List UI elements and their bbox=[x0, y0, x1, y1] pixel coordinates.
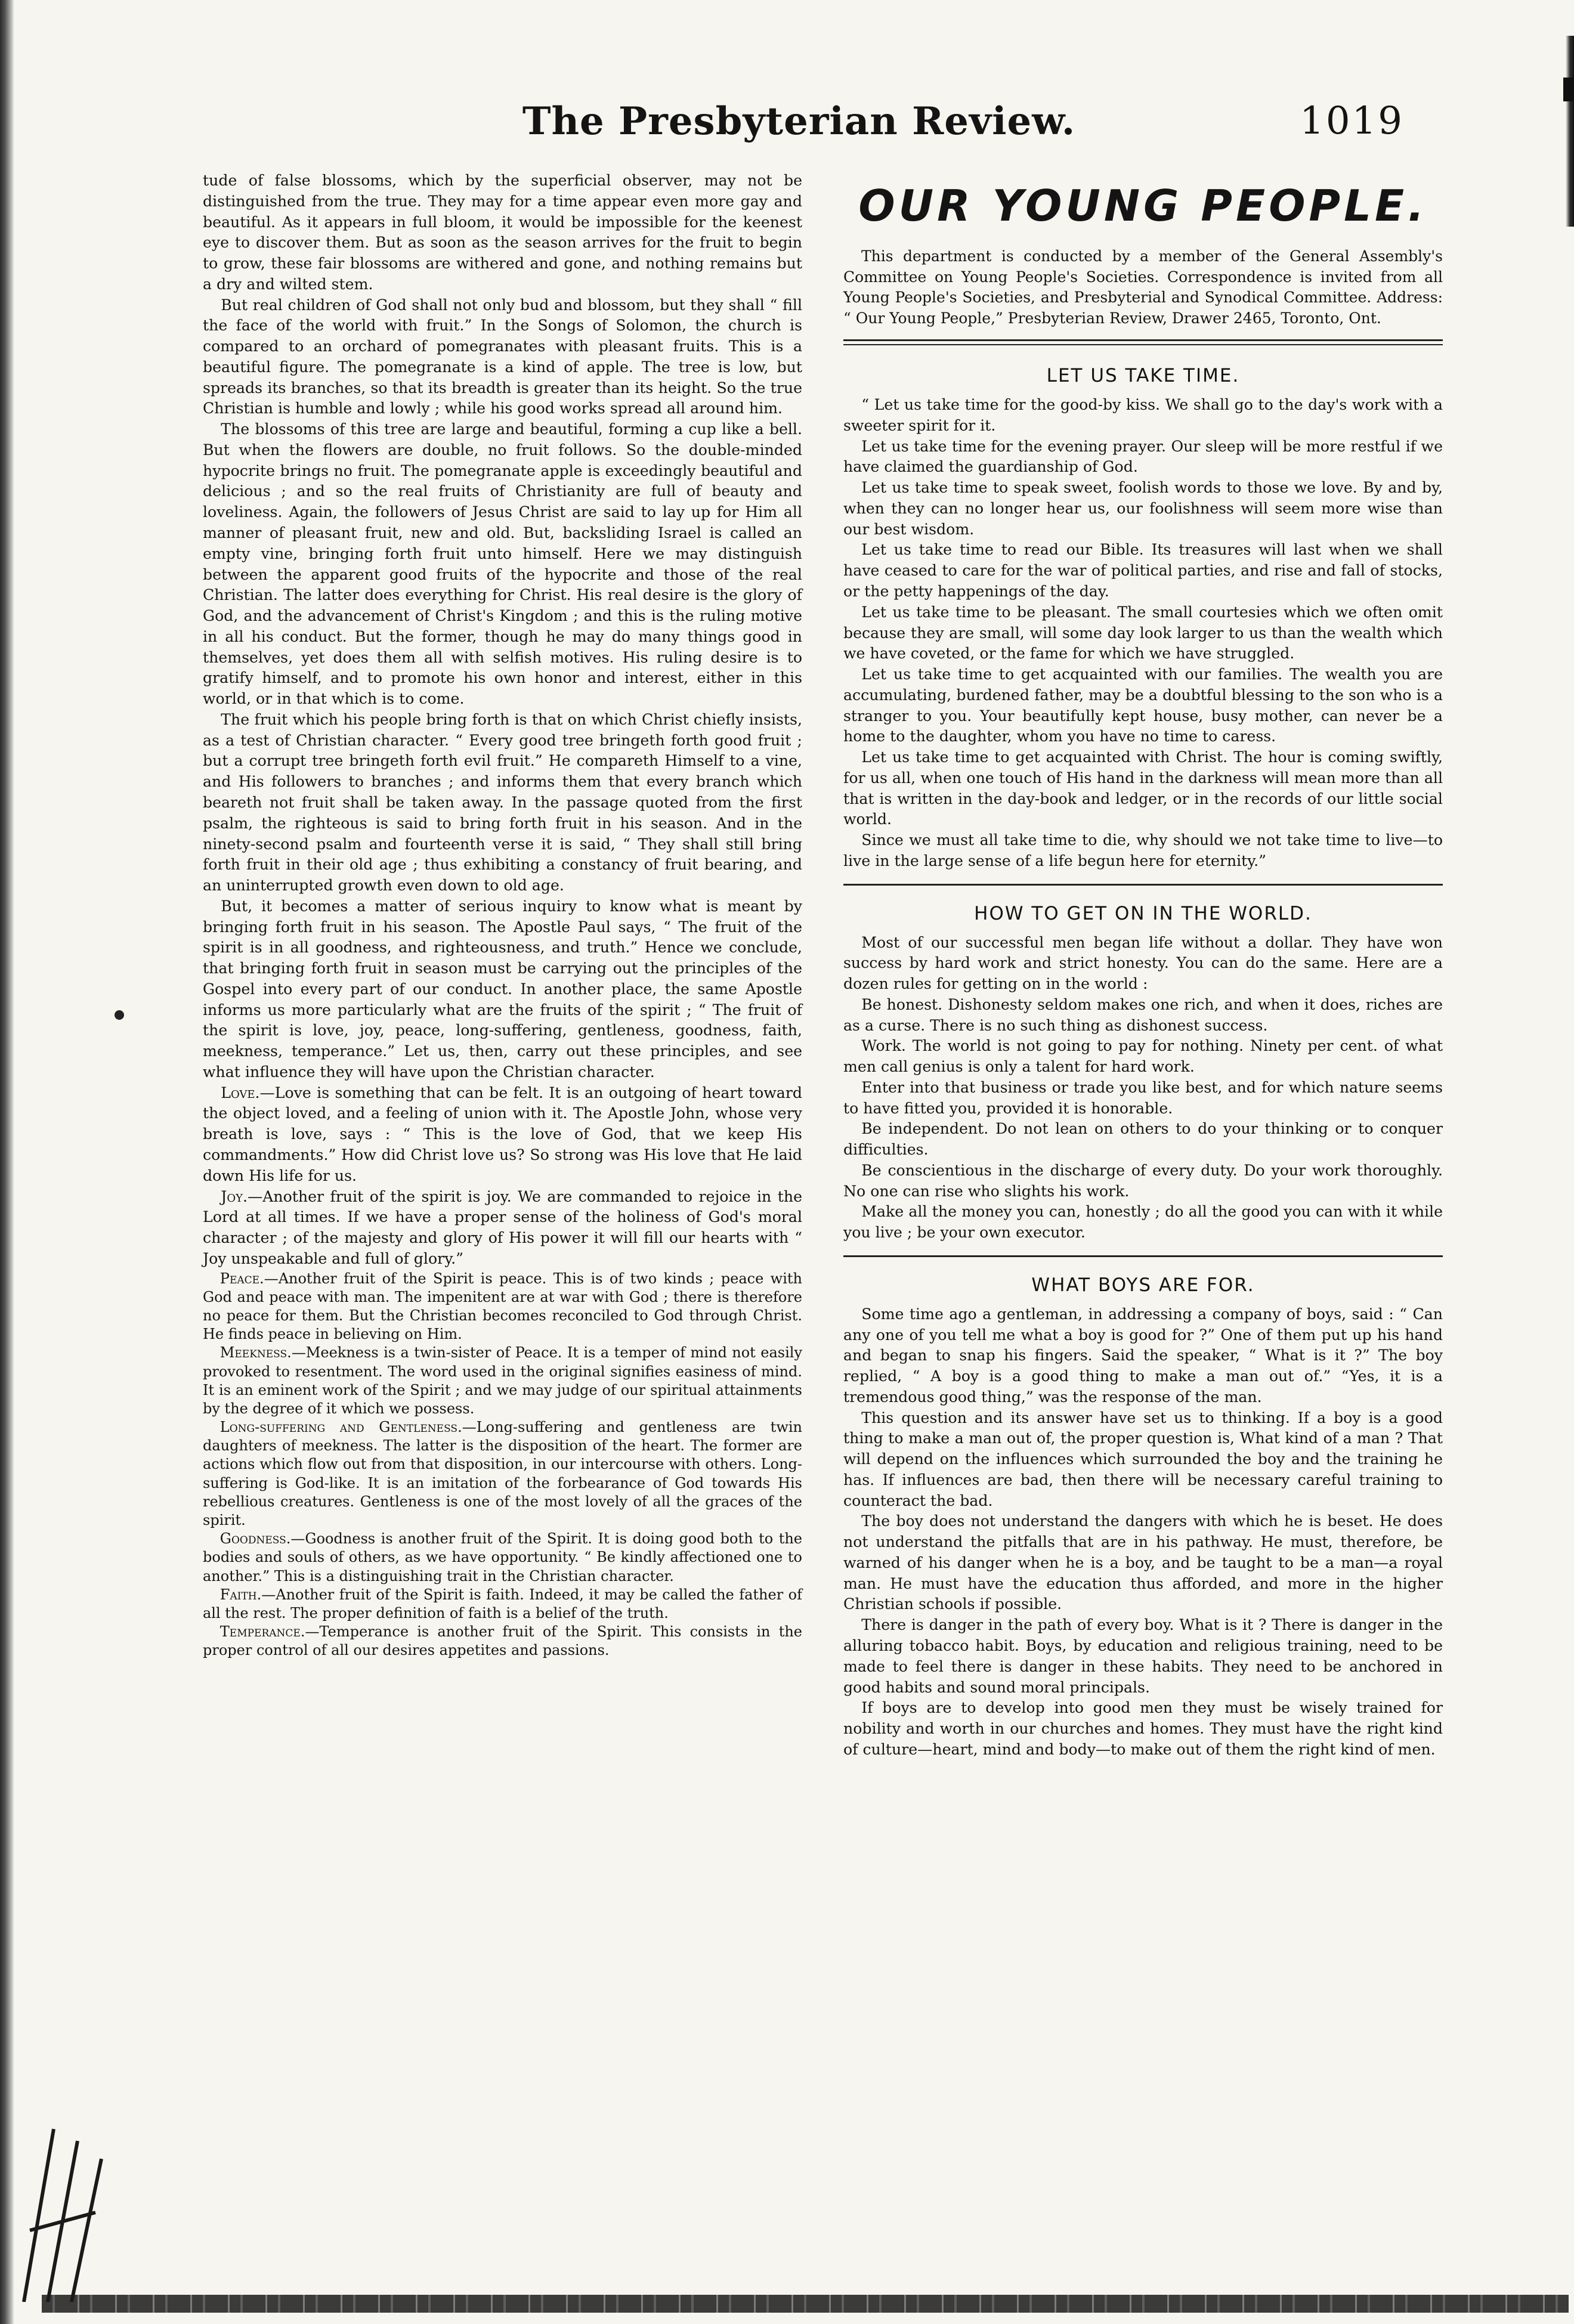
paragraph: tude of false blossoms, which by the superficial observer, may not be distinguished from the true. They may for a time appear even more gay and beautiful. As it appears in full bloom, it would be impossible for the keenest eye to discover them. But as soon as the season arrives for the fruit to begin to grow, these fair blossoms are withered and gone, and nothing remains but a dry and wilted stem. bbox=[203, 172, 802, 293]
article-how-to-get-on bbox=[843, 901, 1443, 1243]
paragraph: Most of our successful men began life without a dollar. They have won success by hard work and strict honesty. You can do the same. Here are a dozen rules for getting on in the world : bbox=[843, 933, 1443, 993]
article-what-boys-are-for bbox=[843, 1273, 1443, 1760]
paragraph: But, it becomes a matter of serious inquiry to know what is meant by bringing forth fruit in his season. The Apostle Paul says, “ The fruit of the spirit is in all goodness, and righteousness, and truth.” Hence we conclude, that bringing forth fruit in season must be carrying out the principles of the Gospel into every part of our conduct. In another place, the same Apostle informs us more particularly what are the fruits of the spirit ; “ The fruit of the spirit is love, joy, peace, long-suffering, gentleness, goodness, faith, meekness, temperance.” Let us, then, carry out these principles, and see what influence they will have upon the Christian character. bbox=[203, 897, 802, 1081]
paragraph: Make all the money you can, honestly ; do all the good you can with it while you live ; be your own executor. bbox=[843, 1203, 1443, 1242]
paragraph: Let us take time to speak sweet, foolish words to those we love. By and by, when they can no longer hear us, our foolishness will seem more wise than our best wisdom. bbox=[843, 479, 1443, 538]
paragraph: There is danger in the path of every boy. What is it ? There is danger in the alluring tobacco habit. Boys, by education and religious training, need to be made to feel there is danger in these habits. They need to be anchored in good habits and sound moral principals. bbox=[843, 1616, 1443, 1696]
ink-dot bbox=[115, 1010, 124, 1020]
scan-edge-left bbox=[0, 0, 14, 2324]
virtue-paragraph-long-suffering: Long-suffering and Gentleness.—Long-suffering and gentleness are twin daughters of meekness. The latter is the disposition of the heart. The former are actions which flow out from that disposition, in our intercourse with others. Long-suffering is God-like. It is an imitation of the forbearance of God towards His rebellious creatures. Gentleness is one of the most lovely of all the graces of the spirit. bbox=[203, 1419, 802, 1529]
virtue-paragraph-goodness: Goodness.—Goodness is another fruit of the Spirit. It is doing good both to the bodies and souls of others, as we have opportunity. “ Be kindly affectioned one to another.” This is a distinguishing trait in the Christian character. bbox=[203, 1530, 802, 1585]
page-number: 1019 bbox=[1300, 99, 1404, 143]
paragraph: Work. The world is not going to pay for nothing. Ninety per cent. of what men call genius is only a talent for hard work. bbox=[843, 1037, 1443, 1076]
paragraph: The boy does not understand the dangers with which he is beset. He does not understand the pitfalls that are in his pathway. He must, therefore, be warned of his danger when he is a boy, and be taught to be a man—a royal man. He must have the education thus afforded, and more in the higher Christian schools if possible. bbox=[843, 1512, 1443, 1613]
paragraph: Enter into that business or trade you like best, and for which nature seems to have fitted you, provided it is honorable. bbox=[843, 1078, 1443, 1117]
article-heading: LET US TAKE TIME. bbox=[1046, 365, 1240, 387]
virtue-term: Faith. bbox=[219, 1586, 262, 1603]
virtue-term: Goodness. bbox=[219, 1530, 291, 1548]
bottom-border bbox=[42, 2295, 1569, 2313]
article-heading: HOW TO GET ON IN THE WORLD. bbox=[974, 902, 1312, 924]
paragraph: Be honest. Dishonesty seldom makes one rich, and when it does, riches are as a curse. There is no such thing as dishonest success. bbox=[843, 995, 1443, 1034]
paragraph: Be conscientious in the discharge of every duty. Do your work thoroughly. No one can rise who slights his work. bbox=[843, 1161, 1443, 1200]
virtue-term: Meekness. bbox=[219, 1344, 292, 1361]
virtue-paragraph-love: Love.—Love is something that can be felt. It is an outgoing of heart toward the object loved, and a feeling of union with it. The Apostle John, whose very breath is love, says : “ This is the love of God, that we keep His commandments.” How did Christ love us? So strong was His love that He laid down His life for us. bbox=[203, 1084, 802, 1184]
virtue-term: Peace. bbox=[219, 1270, 264, 1287]
double-rule-divider bbox=[843, 339, 1443, 345]
paragraph: “ Let us take time for the good-by kiss. We shall go to the day's work with a sweeter spirit for it. bbox=[843, 396, 1443, 434]
paragraph: The blossoms of this tree are large and beautiful, forming a cup like a bell. But when the flowers are double, no fruit follows. So the double-minded hypocrite brings no fruit. The pomegranate apple is exceedingly beautiful and delicious ; and so the real fruits of Christianity are full of beauty and loveliness. Again, the followers of Jesus Christ are said to lay up for Him all manner of pleasant fruit, new and old. But, backsliding Israel is called an empty vine, bringing forth fruit unto himself. Here we may distinguish between the apparent good fruits of the hypocrite and those of the real Christian. The latter does everything for Christ. His real desire is the glory of God, and the advancement of Christ's Kingdom ; and this is the ruling motive in all his conduct. But the former, though he may do many things good in themselves, yet does them all with selfish motives. His ruling desire is to gratify himself, and to promote his own honor and interest, either in this world, or in that which is to come. bbox=[203, 420, 802, 708]
paragraph: If boys are to develop into good men they must be wisely trained for nobility and worth in our churches and homes. They must have the right kind of culture—heart, mind and body—to make out of them the right kind of men. bbox=[843, 1699, 1443, 1758]
masthead-title: The Presbyterian Review. bbox=[522, 99, 1076, 144]
virtue-term: Long-suffering and Gentleness. bbox=[219, 1419, 462, 1436]
paragraph: Let us take time for the evening prayer. Our sleep will be more restful if we have claimed the guardianship of God. bbox=[843, 437, 1443, 476]
article-let-us-take-time bbox=[843, 363, 1443, 871]
paragraph: But real children of God shall not only bud and blossom, but they shall “ fill the face of the world with fruit.” In the Songs of Solomon, the church is compared to an orchard of pomegranates with pleasant fruits. This is a beautiful figure. The pomegranate is a kind of apple. The tree is low, but spreads its branches, so that its breadth is greater than its height. So the true Christian is humble and lowly ; while his good works spread all around him. bbox=[203, 296, 802, 417]
virtue-paragraph-joy: Joy.—Another fruit of the spirit is joy. We are commanded to rejoice in the Lord at all times. If we have a proper sense of the holiness of God's moral character ; of the majesty and glory of His power it will fill our hearts with “ Joy unspeakable and full of glory.” bbox=[203, 1187, 802, 1267]
section-banner: OUR YOUNG PEOPLE. bbox=[858, 181, 1428, 231]
department-intro: This department is conducted by a member of the General Assembly's Committee on Young People's Societies. Correspondence is invited from all Young People's Societies, and Presbyterial and Synodical Committee. Address: “ Our Young People,” Presbyterian Review, Drawer 2465, Toronto, Ont. bbox=[843, 247, 1443, 327]
rule-divider bbox=[843, 1255, 1443, 1257]
paragraph: This question and its answer have set us to thinking. If a boy is a good thing to make a man out of, the proper question is, What kind of a man ? That will depend on the influences which surrounded the boy and the training he has. If influences are bad, then there will be necessary careful training to counteract the bad. bbox=[843, 1409, 1443, 1509]
rule-divider bbox=[843, 884, 1443, 886]
article-heading: WHAT BOYS ARE FOR. bbox=[1031, 1274, 1255, 1296]
paragraph: Be independent. Do not lean on others to do your thinking or to conquer difficulties. bbox=[843, 1120, 1443, 1159]
right-column bbox=[843, 173, 1443, 1760]
paragraph: Since we must all take time to die, why should we not take time to live—to live in the large sense of a life begun here for eternity.” bbox=[843, 831, 1443, 869]
paragraph: Let us take time to be pleasant. The small courtesies which we often omit because they are small, will some day look larger to us than the wealth which we have coveted, or the fame for which we have struggled. bbox=[843, 603, 1443, 663]
left-column bbox=[203, 171, 802, 1660]
binding-scribble bbox=[12, 2123, 113, 2302]
paragraph: Let us take time to get acquainted with Christ. The hour is coming swiftly, for us all, when one touch of His hand in the darkness will mean more than all that is written in the day-book and ledger, or in the records of our little social world. bbox=[843, 748, 1443, 828]
virtue-term: Joy. bbox=[221, 1187, 248, 1205]
virtue-term: Temperance. bbox=[219, 1623, 305, 1641]
virtue-term: Love. bbox=[221, 1084, 260, 1101]
paragraph: Let us take time to get acquainted with our families. The wealth you are accumulating, burdened father, may be a doubtful blessing to the son who is a stranger to you. Your beautifully kept house, busy mother, can never be a home to the daughter, whom you have no time to caress. bbox=[843, 666, 1443, 745]
virtue-paragraph-meekness: Meekness.—Meekness is a twin-sister of Peace. It is a temper of mind not easily provoked to resentment. The word used in the original signifies easiness of mind. It is an eminent work of the Spirit ; and we may judge of our spiritual attainments by the degree of it which we possess. bbox=[203, 1344, 802, 1417]
virtue-paragraph-faith: Faith.—Another fruit of the Spirit is faith. Indeed, it may be called the father of all the rest. The proper definition of faith is a belief of the truth. bbox=[203, 1586, 802, 1621]
paragraph: The fruit which his people bring forth is that on which Christ chiefly insists, as a test of Christian character. “ Every good tree bringeth forth good fruit ; but a corrupt tree bringeth forth evil fruit.” He compareth Himself to a vine, and His followers to branches ; and informs them that every branch which beareth not fruit shall be taken away. In the passage quoted from the first psalm, the righteous is said to bring forth fruit in his season. And in the ninety-second psalm and fourteenth verse it is said, “ They shall still bring forth fruit in their old age ; thus exhibiting a constancy of fruit bearing, and an uninterrupted growth even down to old age. bbox=[203, 710, 802, 895]
virtue-paragraph-temperance: Temperance.—Temperance is another fruit of the Spirit. This consists in the proper control of all our desires appetites and passions. bbox=[203, 1623, 802, 1659]
paragraph: Let us take time to read our Bible. Its treasures will last when we shall have ceased to care for the war of political parties, and rise and fall of stocks, or the petty happenings of the day. bbox=[843, 541, 1443, 601]
paragraph: Some time ago a gentleman, in addressing a company of boys, said : “ Can any one of you tell me what a boy is good for ?” One of them put up his hand and began to snap his fingers. Said the speaker, “ What is it ?” The boy replied, “ A boy is a good thing to make a man out of.” “Yes, it is a tremendous good thing,” was the response of the man. bbox=[843, 1305, 1443, 1406]
virtue-paragraph-peace: Peace.—Another fruit of the Spirit is peace. This is of two kinds ; peace with God and peace with man. The impenitent are at war with God ; there is therefore no peace for them. But the Christian becomes reconciled to God through Christ. He finds peace in believing on Him. bbox=[203, 1270, 802, 1343]
scan-edge-mark bbox=[1563, 78, 1574, 101]
